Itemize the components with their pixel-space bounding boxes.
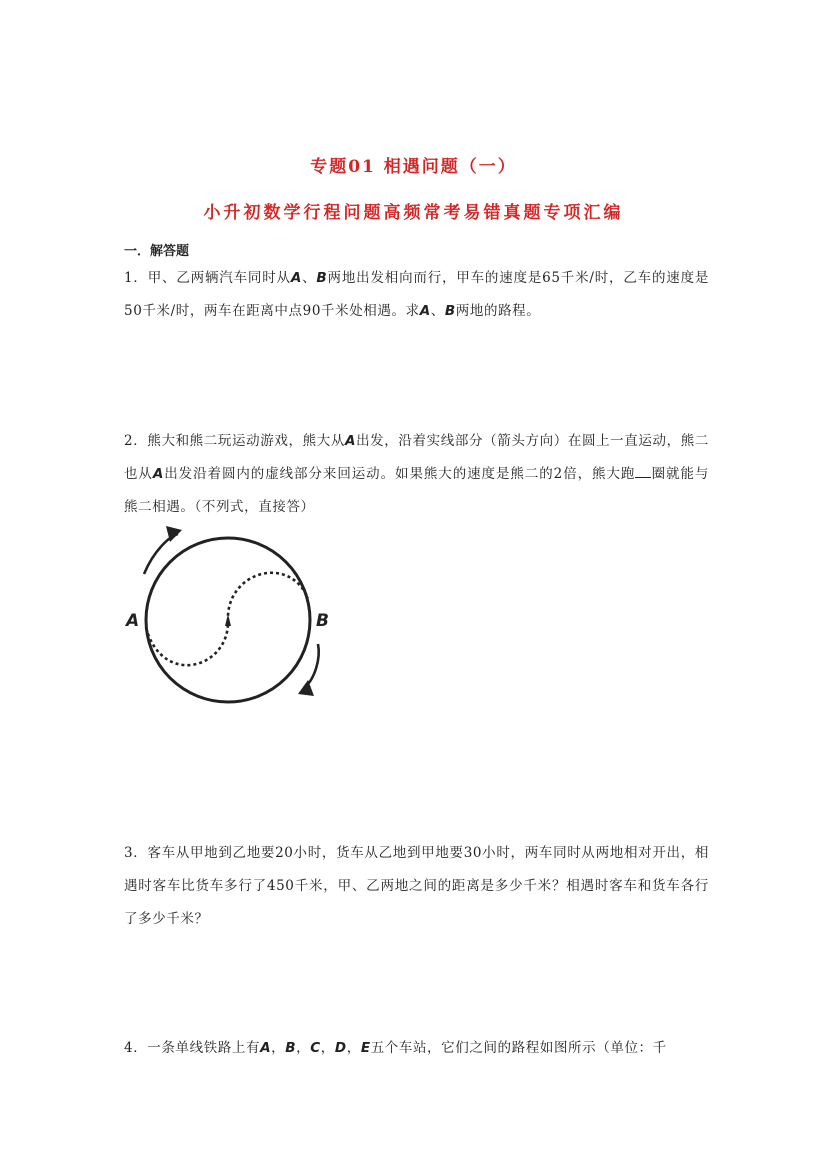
question-2	[124, 425, 709, 524]
question-text: 出发，沿着实线部分（箭头方向）在圆上一直运动，熊二也从	[124, 433, 709, 482]
question-number: 2．	[124, 433, 148, 449]
point-label: A	[260, 1040, 272, 1056]
question-number: 1．	[124, 270, 148, 286]
question-text: 两地出发相向而行，甲车的速度是65千米/时，乙车的速度是50千米/时，两车在距离中点90千米处相遇。求	[124, 270, 710, 319]
question-text: 圈就能与熊二相遇。（不列式，直接答）	[124, 466, 710, 515]
question-text: 出发沿着圆内的虚线部分来回运动。如果熊大的速度是熊二的2倍，熊大跑	[163, 466, 636, 482]
question-text: ，	[320, 1040, 335, 1056]
point-label: A	[290, 270, 302, 286]
question-text: 一条单线铁路上有	[147, 1040, 261, 1056]
bottom-arrow-head	[298, 680, 314, 696]
circle-diagram	[118, 518, 338, 708]
center-arrow-icon	[225, 614, 231, 626]
point-label: A	[152, 466, 164, 482]
question-1	[124, 262, 709, 328]
answer-blank[interactable]	[635, 465, 651, 478]
page-title: 专题01 相遇问题（一）	[310, 157, 517, 177]
question-number: 4．	[124, 1040, 148, 1056]
question-text: 两地的路程。	[455, 303, 541, 319]
point-label: D	[334, 1040, 347, 1056]
label-a: A	[126, 611, 140, 631]
point-label: B	[444, 303, 456, 319]
section-heading: 一．解答题	[124, 244, 190, 259]
top-arrow-shaft	[144, 534, 178, 574]
question-text: 甲、乙两辆汽车同时从	[147, 270, 291, 286]
point-label: A	[419, 303, 431, 319]
question-text: 五个车站，它们之间的路程如图所示（单位：千	[370, 1040, 667, 1056]
point-label: A	[344, 433, 357, 449]
point-label: B	[285, 1040, 297, 1056]
question-4	[124, 1032, 709, 1065]
question-text: 熊大和熊二玩运动游戏，熊大从	[147, 433, 345, 449]
question-text: 客车从甲地到乙地要20小时，货车从乙地到甲地要30小时，两车同时从两地相对开出，相遇时客车比货车多行了450千米，甲、乙两地之间的距离是多少千米？相遇时客车和货车各行了多少千米？	[124, 845, 709, 927]
question-number: 3．	[124, 845, 148, 861]
point-label: E	[360, 1040, 371, 1056]
question-3	[124, 837, 709, 936]
question-text: 、	[301, 270, 317, 286]
bottom-arrow-shaft	[304, 644, 319, 688]
point-label: C	[310, 1040, 321, 1056]
label-b: B	[316, 611, 329, 631]
question-text: 、	[430, 303, 445, 319]
question-text: ，	[296, 1040, 311, 1056]
question-text: ，	[271, 1040, 286, 1056]
point-label: B	[316, 270, 328, 286]
page-subtitle: 小升初数学行程问题高频常考易错真题专项汇编	[203, 203, 624, 223]
question-text: ，	[346, 1040, 361, 1056]
